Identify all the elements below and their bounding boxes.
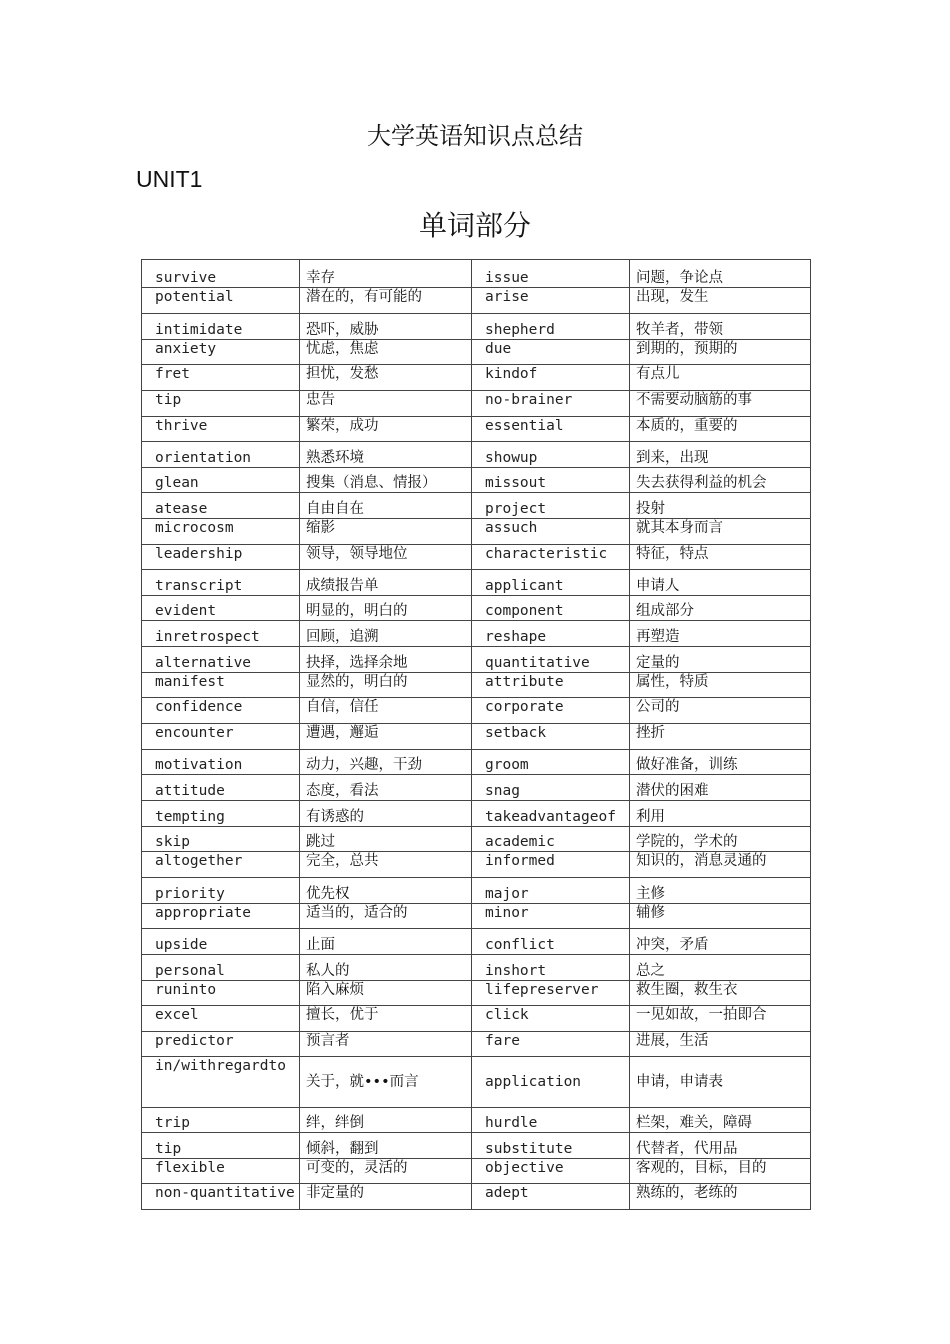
word-cell: conflict [472, 929, 630, 955]
vocab-row [142, 545, 811, 570]
word-cell: altogether [142, 852, 300, 878]
meaning-cell: 挫折 [630, 724, 811, 750]
word-cell: confidence [142, 698, 300, 724]
word-cell: quantitative [472, 647, 630, 673]
vocab-row [142, 955, 811, 981]
vocab-row [142, 827, 811, 852]
meaning-cell: 成绩报告单 [300, 570, 472, 596]
meaning-cell: 跳过 [300, 827, 472, 852]
meaning-cell: 到来，出现 [630, 442, 811, 468]
word-cell: manifest [142, 673, 300, 698]
meaning-cell: 特征，特点 [630, 545, 811, 570]
word-cell: potential [142, 288, 300, 314]
meaning-cell: 一见如故，一拍即合 [630, 1006, 811, 1032]
word-cell: tip [142, 1133, 300, 1159]
vocab-row [142, 468, 811, 493]
word-cell: runinto [142, 981, 300, 1006]
meaning-cell: 适当的，适合的 [300, 904, 472, 929]
meaning-cell: 领导，领导地位 [300, 545, 472, 570]
meaning-cell: 优先权 [300, 878, 472, 904]
word-cell: click [472, 1006, 630, 1032]
word-cell: inshort [472, 955, 630, 981]
meaning-cell: 申请人 [630, 570, 811, 596]
vocab-row [142, 647, 811, 673]
word-cell: attitude [142, 775, 300, 801]
word-cell: project [472, 493, 630, 519]
meaning-cell: 自由自在 [300, 493, 472, 519]
meaning-cell: 熟练的，老练的 [630, 1184, 811, 1210]
vocab-row [142, 596, 811, 621]
word-cell: survive [142, 260, 300, 288]
word-cell: applicant [472, 570, 630, 596]
word-cell: lifepreserver [472, 981, 630, 1006]
vocab-row [142, 673, 811, 698]
meaning-cell: 完全，总共 [300, 852, 472, 878]
vocab-row [142, 314, 811, 340]
meaning-cell: 辅修 [630, 904, 811, 929]
word-cell: priority [142, 878, 300, 904]
meaning-cell: 预言者 [300, 1032, 472, 1057]
word-cell: microcosm [142, 519, 300, 545]
word-cell: snag [472, 775, 630, 801]
word-cell: setback [472, 724, 630, 750]
word-cell: appropriate [142, 904, 300, 929]
word-cell: due [472, 340, 630, 365]
word-cell: no-brainer [472, 391, 630, 417]
vocab-row [142, 724, 811, 750]
vocab-row [142, 852, 811, 878]
meaning-cell: 可变的，灵活的 [300, 1159, 472, 1184]
vocab-row [142, 775, 811, 801]
word-cell: characteristic [472, 545, 630, 570]
meaning-cell: 熟悉环境 [300, 442, 472, 468]
vocab-row [142, 1159, 811, 1184]
meaning-cell: 擅长，优于 [300, 1006, 472, 1032]
meaning-cell: 非定量的 [300, 1184, 472, 1210]
word-cell: informed [472, 852, 630, 878]
vocab-row [142, 1057, 811, 1108]
meaning-cell: 组成部分 [630, 596, 811, 621]
meaning-cell: 定量的 [630, 647, 811, 673]
page-title: 大学英语知识点总结 [367, 122, 583, 150]
word-cell: missout [472, 468, 630, 493]
meaning-cell: 自信，信任 [300, 698, 472, 724]
meaning-cell: 客观的，目标，目的 [630, 1159, 811, 1184]
word-cell: leadership [142, 545, 300, 570]
word-cell: issue [472, 260, 630, 288]
word-cell: personal [142, 955, 300, 981]
vocab-row [142, 904, 811, 929]
meaning-cell: 代替者，代用品 [630, 1133, 811, 1159]
meaning-cell: 总之 [630, 955, 811, 981]
meaning-cell: 私人的 [300, 955, 472, 981]
word-cell: predictor [142, 1032, 300, 1057]
word-cell: arise [472, 288, 630, 314]
meaning-cell: 知识的，消息灵通的 [630, 852, 811, 878]
vocab-row [142, 621, 811, 647]
word-cell: intimidate [142, 314, 300, 340]
word-cell: shepherd [472, 314, 630, 340]
vocab-row [142, 1133, 811, 1159]
meaning-cell: 回顾，追溯 [300, 621, 472, 647]
vocabulary-table-body [142, 260, 811, 1210]
meaning-cell: 失去获得利益的机会 [630, 468, 811, 493]
word-cell: component [472, 596, 630, 621]
meaning-cell: 缩影 [300, 519, 472, 545]
meaning-cell: 陷入麻烦 [300, 981, 472, 1006]
meaning-cell: 潜在的，有可能的 [300, 288, 472, 314]
word-cell: upside [142, 929, 300, 955]
word-cell: corporate [472, 698, 630, 724]
word-cell: alternative [142, 647, 300, 673]
meaning-cell: 有点儿 [630, 365, 811, 391]
word-cell: motivation [142, 750, 300, 775]
word-cell: tip [142, 391, 300, 417]
vocab-row [142, 929, 811, 955]
meaning-cell: 倾斜，翻到 [300, 1133, 472, 1159]
meaning-cell: 投射 [630, 493, 811, 519]
word-cell: major [472, 878, 630, 904]
word-cell: attribute [472, 673, 630, 698]
word-cell: excel [142, 1006, 300, 1032]
word-cell: trip [142, 1108, 300, 1133]
meaning-cell: 关于，就•••而言 [300, 1057, 472, 1108]
meaning-cell: 冲突，矛盾 [630, 929, 811, 955]
vocab-row [142, 391, 811, 417]
meaning-cell: 恐吓，威胁 [300, 314, 472, 340]
meaning-cell: 搜集（消息、情报） [300, 468, 472, 493]
meaning-cell: 利用 [630, 801, 811, 827]
meaning-cell: 态度，看法 [300, 775, 472, 801]
vocab-row [142, 1006, 811, 1032]
word-cell: transcript [142, 570, 300, 596]
vocab-row [142, 698, 811, 724]
vocab-row [142, 288, 811, 314]
vocab-row [142, 1108, 811, 1133]
word-cell: inretrospect [142, 621, 300, 647]
word-cell: fret [142, 365, 300, 391]
meaning-cell: 忠告 [300, 391, 472, 417]
word-cell: fare [472, 1032, 630, 1057]
meaning-cell: 幸存 [300, 260, 472, 288]
word-cell: anxiety [142, 340, 300, 365]
unit-heading: UNIT1 [136, 166, 203, 192]
word-cell: orientation [142, 442, 300, 468]
word-cell: minor [472, 904, 630, 929]
word-cell: tempting [142, 801, 300, 827]
meaning-cell: 担忧，发愁 [300, 365, 472, 391]
vocab-row [142, 442, 811, 468]
word-cell: reshape [472, 621, 630, 647]
meaning-cell: 牧羊者，带领 [630, 314, 811, 340]
meaning-cell: 做好准备，训练 [630, 750, 811, 775]
word-cell: application [472, 1057, 630, 1108]
vocab-row [142, 340, 811, 365]
word-cell: in/withregardto [142, 1057, 300, 1108]
vocab-row [142, 878, 811, 904]
meaning-cell: 到期的，预期的 [630, 340, 811, 365]
vocab-row [142, 981, 811, 1006]
meaning-cell: 栏架，难关，障碍 [630, 1108, 811, 1133]
meaning-cell: 潜伏的困难 [630, 775, 811, 801]
word-cell: academic [472, 827, 630, 852]
vocab-row [142, 801, 811, 827]
word-cell: hurdle [472, 1108, 630, 1133]
meaning-cell: 再塑造 [630, 621, 811, 647]
vocab-row [142, 1184, 811, 1210]
meaning-cell: 明显的，明白的 [300, 596, 472, 621]
word-cell: showup [472, 442, 630, 468]
meaning-cell: 显然的，明白的 [300, 673, 472, 698]
word-cell: takeadvantageof [472, 801, 630, 827]
vocab-row [142, 519, 811, 545]
word-cell: thrive [142, 417, 300, 442]
word-cell: essential [472, 417, 630, 442]
meaning-cell: 就其本身而言 [630, 519, 811, 545]
word-cell: objective [472, 1159, 630, 1184]
vocab-row [142, 570, 811, 596]
word-cell: evident [142, 596, 300, 621]
meaning-cell: 动力，兴趣，干劲 [300, 750, 472, 775]
meaning-cell: 救生圈，救生衣 [630, 981, 811, 1006]
word-cell: groom [472, 750, 630, 775]
word-cell: substitute [472, 1133, 630, 1159]
word-cell: atease [142, 493, 300, 519]
word-cell: glean [142, 468, 300, 493]
meaning-cell: 问题，争论点 [630, 260, 811, 288]
meaning-cell: 属性，特质 [630, 673, 811, 698]
vocab-row [142, 365, 811, 391]
meaning-cell: 本质的，重要的 [630, 417, 811, 442]
meaning-cell: 进展，生活 [630, 1032, 811, 1057]
word-cell: kindof [472, 365, 630, 391]
vocab-row [142, 750, 811, 775]
meaning-cell: 抉择，选择余地 [300, 647, 472, 673]
meaning-cell: 有诱惑的 [300, 801, 472, 827]
meaning-cell: 繁荣，成功 [300, 417, 472, 442]
meaning-cell: 忧虑，焦虑 [300, 340, 472, 365]
section-heading: 单词部分 [418, 209, 531, 242]
meaning-cell: 遭遇，邂逅 [300, 724, 472, 750]
word-cell: flexible [142, 1159, 300, 1184]
word-cell: encounter [142, 724, 300, 750]
vocab-row [142, 493, 811, 519]
word-cell: adept [472, 1184, 630, 1210]
vocab-row [142, 1032, 811, 1057]
meaning-cell: 出现，发生 [630, 288, 811, 314]
meaning-cell: 公司的 [630, 698, 811, 724]
vocab-row [142, 260, 811, 288]
word-cell: assuch [472, 519, 630, 545]
word-cell: non-quantitative [142, 1184, 300, 1210]
meaning-cell: 申请，申请表 [630, 1057, 811, 1108]
word-cell: skip [142, 827, 300, 852]
meaning-cell: 绊，绊倒 [300, 1108, 472, 1133]
meaning-cell: 不需要动脑筋的事 [630, 391, 811, 417]
vocab-row [142, 417, 811, 442]
meaning-cell: 止面 [300, 929, 472, 955]
meaning-cell: 主修 [630, 878, 811, 904]
meaning-cell: 学院的，学术的 [630, 827, 811, 852]
vocabulary-table [141, 259, 811, 1210]
